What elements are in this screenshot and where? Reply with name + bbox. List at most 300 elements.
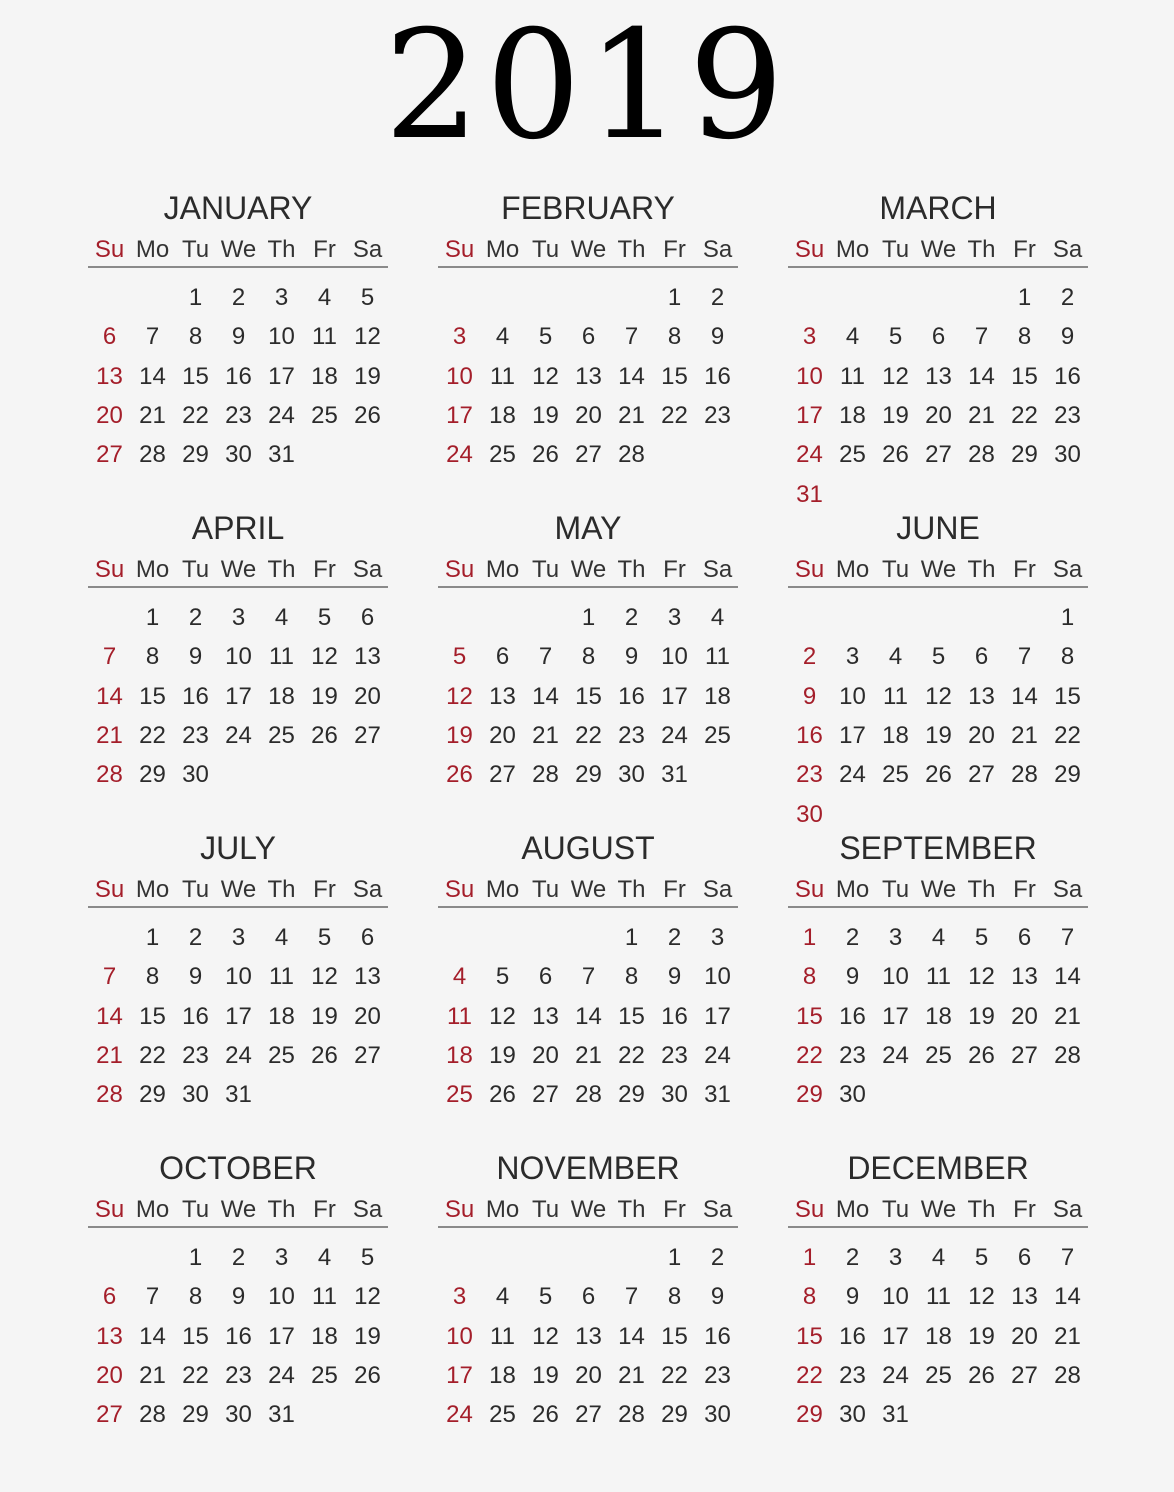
day-cell: 21 <box>968 401 995 429</box>
day-cell: 6 <box>974 643 989 671</box>
day-cell: 23 <box>839 1041 866 1069</box>
day-cell: 22 <box>796 1041 823 1069</box>
weekday-label: Tu <box>531 556 560 583</box>
day-cell: 27 <box>575 441 602 469</box>
day-cell: 9 <box>188 963 203 991</box>
day-cell: 1 <box>667 1244 682 1271</box>
weekday-label: Tu <box>881 876 910 903</box>
day-cell: 20 <box>1011 1002 1038 1030</box>
weekday-label: Tu <box>531 1196 560 1223</box>
day-cell: 6 <box>931 323 946 351</box>
day-cell: 29 <box>796 1401 823 1429</box>
day-cell: 16 <box>1054 362 1081 390</box>
day-cell: 8 <box>188 323 203 351</box>
day-cell: 16 <box>182 682 209 710</box>
day-cell: 28 <box>618 441 645 469</box>
day-cell: 21 <box>96 1041 123 1069</box>
weekday-header <box>788 554 1088 588</box>
day-cell: 16 <box>704 362 731 390</box>
day-cell: 3 <box>452 1283 467 1311</box>
month-july <box>88 828 388 1148</box>
day-cell: 27 <box>1011 1041 1038 1069</box>
day-cell: 25 <box>311 401 338 429</box>
day-cell: 20 <box>968 721 995 749</box>
day-cell: 24 <box>446 1401 473 1429</box>
day-cell: 12 <box>968 963 995 991</box>
day-cell: 29 <box>1054 761 1081 789</box>
day-cell: 30 <box>796 800 823 828</box>
day-cell: 24 <box>704 1041 731 1069</box>
day-cell: 23 <box>704 1361 731 1389</box>
day-cell: 5 <box>974 924 989 951</box>
day-cell: 19 <box>489 1041 516 1069</box>
month-june <box>788 508 1088 828</box>
day-cell: 7 <box>538 643 553 671</box>
day-cell: 22 <box>661 401 688 429</box>
weekday-label: Tu <box>881 236 910 263</box>
weekday-label: We <box>920 876 957 903</box>
weekday-label: Su <box>794 556 825 583</box>
weekday-label: Th <box>267 556 296 583</box>
day-cell: 25 <box>489 441 516 469</box>
weekday-header <box>88 874 388 908</box>
weekday-label: Tu <box>181 876 210 903</box>
day-cell: 22 <box>182 401 209 429</box>
day-cell: 12 <box>532 362 559 390</box>
day-cell: 20 <box>354 1002 381 1030</box>
weekday-label: Th <box>617 236 646 263</box>
day-cell: 28 <box>575 1081 602 1109</box>
day-cell: 1 <box>802 1244 817 1271</box>
day-cell: 27 <box>354 721 381 749</box>
day-cell: 13 <box>532 1002 559 1030</box>
day-cell: 15 <box>661 362 688 390</box>
day-cell: 7 <box>1017 643 1032 671</box>
weekday-label: Su <box>94 556 125 583</box>
day-cell: 23 <box>839 1361 866 1389</box>
day-cell: 27 <box>532 1081 559 1109</box>
day-cell: 21 <box>618 401 645 429</box>
weekday-label: Mo <box>835 1196 870 1223</box>
day-cell: 14 <box>575 1002 602 1030</box>
day-cell: 13 <box>575 1322 602 1350</box>
day-cell: 17 <box>839 721 866 749</box>
weekday-header <box>788 234 1088 268</box>
day-cell: 30 <box>839 1401 866 1429</box>
day-cell: 2 <box>231 284 246 311</box>
weekday-label: We <box>920 556 957 583</box>
month-title: NOVEMBER <box>496 1150 680 1186</box>
weekday-label: Mo <box>485 556 520 583</box>
day-cell: 22 <box>796 1361 823 1389</box>
day-cell: 13 <box>489 682 516 710</box>
day-cell: 11 <box>490 1322 515 1350</box>
day-cell: 2 <box>624 604 639 631</box>
weekday-label: We <box>920 1196 957 1223</box>
day-cell: 2 <box>667 924 682 951</box>
weekday-label: Sa <box>702 556 733 583</box>
day-cell: 2 <box>710 1244 725 1271</box>
day-cell: 22 <box>575 721 602 749</box>
month-title: DECEMBER <box>847 1150 1029 1186</box>
weekday-label: Tu <box>531 876 560 903</box>
day-cell: 1 <box>802 924 817 951</box>
day-cell: 19 <box>446 721 473 749</box>
day-cell: 20 <box>575 1361 602 1389</box>
weekday-label: Fr <box>313 876 336 903</box>
day-cell: 18 <box>925 1002 952 1030</box>
day-cell: 11 <box>490 362 515 390</box>
weekday-label: Th <box>617 876 646 903</box>
day-cell: 21 <box>1054 1002 1081 1030</box>
weekday-label: We <box>220 1196 257 1223</box>
weekday-label: We <box>570 236 607 263</box>
day-cell: 4 <box>274 924 289 951</box>
day-cell: 20 <box>1011 1322 1038 1350</box>
day-cell: 28 <box>1011 761 1038 789</box>
day-cell: 9 <box>231 323 246 351</box>
day-cell: 17 <box>446 1361 473 1389</box>
day-cell: 25 <box>839 441 866 469</box>
day-cell: 20 <box>354 682 381 710</box>
day-cell: 7 <box>102 643 117 671</box>
weekday-label: Sa <box>352 236 383 263</box>
month-title: OCTOBER <box>159 1150 317 1186</box>
day-cell: 9 <box>710 1283 725 1311</box>
weekday-label: Su <box>794 1196 825 1223</box>
day-cell: 22 <box>182 1361 209 1389</box>
day-cell: 3 <box>888 924 903 951</box>
day-cell: 19 <box>532 401 559 429</box>
day-cell: 5 <box>317 924 332 951</box>
day-cell: 27 <box>354 1041 381 1069</box>
day-cell: 16 <box>225 362 252 390</box>
day-cell: 23 <box>618 721 645 749</box>
month-title: SEPTEMBER <box>839 830 1037 866</box>
day-cell: 21 <box>1011 721 1038 749</box>
weekday-label: Su <box>794 236 825 263</box>
day-cell: 19 <box>532 1361 559 1389</box>
day-cell: 11 <box>312 1283 337 1311</box>
weekday-label: Sa <box>352 1196 383 1223</box>
weekday-label: Fr <box>663 876 686 903</box>
day-cell: 30 <box>661 1081 688 1109</box>
day-cell: 17 <box>225 682 252 710</box>
day-cell: 26 <box>925 761 952 789</box>
day-cell: 4 <box>845 323 860 351</box>
day-cell: 13 <box>96 362 123 390</box>
day-cell: 17 <box>882 1322 909 1350</box>
day-cell: 17 <box>225 1002 252 1030</box>
weekday-label: Sa <box>1052 1196 1083 1223</box>
day-cell: 18 <box>311 1322 338 1350</box>
day-cell: 24 <box>268 1361 295 1389</box>
day-cell: 6 <box>495 643 510 671</box>
day-cell: 20 <box>96 1361 123 1389</box>
day-cell: 29 <box>182 441 209 469</box>
day-cell: 5 <box>931 643 946 671</box>
weekday-label: We <box>220 236 257 263</box>
day-cell: 8 <box>667 323 682 351</box>
weekday-label: We <box>920 236 957 263</box>
day-cell: 30 <box>704 1401 731 1429</box>
day-cell: 6 <box>360 604 375 631</box>
day-cell: 31 <box>268 441 295 469</box>
day-cell: 16 <box>839 1322 866 1350</box>
day-cell: 30 <box>182 761 209 789</box>
day-cell: 5 <box>360 1244 375 1271</box>
day-cell: 2 <box>188 924 203 951</box>
day-cell: 26 <box>354 1361 381 1389</box>
day-cell: 3 <box>274 1244 289 1271</box>
day-cell: 9 <box>845 963 860 991</box>
day-cell: 18 <box>489 1361 516 1389</box>
month-march <box>788 188 1088 508</box>
day-cell: 19 <box>925 721 952 749</box>
day-cell: 21 <box>618 1361 645 1389</box>
day-cell: 5 <box>317 604 332 631</box>
day-cell: 11 <box>269 963 294 991</box>
day-cell: 17 <box>882 1002 909 1030</box>
day-cell: 7 <box>581 963 596 991</box>
weekday-label: Sa <box>1052 236 1083 263</box>
day-cell: 5 <box>974 1244 989 1271</box>
day-cell: 2 <box>845 924 860 951</box>
weekday-label: Fr <box>663 556 686 583</box>
weekday-label: Fr <box>313 556 336 583</box>
day-cell: 27 <box>575 1401 602 1429</box>
weekday-label: Sa <box>352 556 383 583</box>
day-cell: 15 <box>796 1002 823 1030</box>
day-cell: 28 <box>139 441 166 469</box>
day-cell: 14 <box>618 362 645 390</box>
day-cell: 7 <box>624 1283 639 1311</box>
day-cell: 1 <box>145 604 160 631</box>
weekday-label: Mo <box>835 236 870 263</box>
day-cell: 5 <box>495 963 510 991</box>
day-cell: 29 <box>182 1401 209 1429</box>
day-cell: 10 <box>882 963 909 991</box>
day-cell: 31 <box>796 480 823 508</box>
day-cell: 31 <box>704 1081 731 1109</box>
day-cell: 28 <box>96 1081 123 1109</box>
day-cell: 21 <box>139 1361 166 1389</box>
weekday-label: Tu <box>181 236 210 263</box>
month-may <box>438 508 738 828</box>
day-cell: 14 <box>139 362 166 390</box>
day-cell: 7 <box>145 323 160 351</box>
day-cell: 12 <box>925 682 952 710</box>
day-cell: 5 <box>538 323 553 351</box>
day-cell: 20 <box>925 401 952 429</box>
weekday-label: We <box>220 556 257 583</box>
day-cell: 10 <box>661 643 688 671</box>
day-cell: 10 <box>446 362 473 390</box>
day-cell: 9 <box>1060 323 1075 351</box>
weekday-label: Fr <box>1013 876 1036 903</box>
day-cell: 2 <box>710 284 725 311</box>
day-cell: 10 <box>882 1283 909 1311</box>
day-cell: 4 <box>888 643 903 671</box>
day-cell: 26 <box>968 1361 995 1389</box>
day-cell: 23 <box>1054 401 1081 429</box>
day-cell: 26 <box>446 761 473 789</box>
weekday-header <box>88 1194 388 1228</box>
day-cell: 13 <box>96 1322 123 1350</box>
day-cell: 11 <box>269 643 294 671</box>
day-cell: 20 <box>489 721 516 749</box>
day-cell: 13 <box>968 682 995 710</box>
weekday-label: Fr <box>1013 236 1036 263</box>
weekday-label: Tu <box>181 556 210 583</box>
weekday-label: Fr <box>663 236 686 263</box>
day-cell: 8 <box>667 1283 682 1311</box>
day-cell: 3 <box>452 323 467 351</box>
day-cell: 24 <box>882 1041 909 1069</box>
day-cell: 24 <box>882 1361 909 1389</box>
month-title: APRIL <box>191 510 285 546</box>
day-cell: 19 <box>354 362 381 390</box>
weekday-label: Su <box>94 876 125 903</box>
day-cell: 6 <box>581 323 596 351</box>
day-cell: 2 <box>1060 284 1075 311</box>
month-title: MAY <box>554 510 622 546</box>
day-cell: 13 <box>354 963 381 991</box>
day-cell: 3 <box>231 604 246 631</box>
day-cell: 7 <box>1060 1244 1075 1271</box>
day-cell: 16 <box>839 1002 866 1030</box>
day-cell: 16 <box>225 1322 252 1350</box>
weekday-header <box>788 1194 1088 1228</box>
weekday-label: We <box>220 876 257 903</box>
day-cell: 7 <box>102 963 117 991</box>
day-cell: 28 <box>1054 1361 1081 1389</box>
day-cell: 15 <box>618 1002 645 1030</box>
day-cell: 11 <box>312 323 337 351</box>
day-cell: 11 <box>705 643 730 671</box>
day-cell: 16 <box>796 721 823 749</box>
day-cell: 27 <box>96 1401 123 1429</box>
day-cell: 24 <box>839 761 866 789</box>
month-september <box>788 828 1088 1148</box>
day-cell: 29 <box>139 1081 166 1109</box>
day-cell: 30 <box>182 1081 209 1109</box>
day-cell: 20 <box>575 401 602 429</box>
day-cell: 30 <box>225 1401 252 1429</box>
day-cell: 11 <box>926 963 951 991</box>
day-cell: 14 <box>1054 963 1081 991</box>
weekday-label: Th <box>967 1196 996 1223</box>
day-cell: 4 <box>452 963 467 991</box>
month-title: JUNE <box>896 510 980 546</box>
day-cell: 30 <box>839 1081 866 1109</box>
day-cell: 15 <box>796 1322 823 1350</box>
weekday-label: Sa <box>1052 876 1083 903</box>
weekday-label: Th <box>617 556 646 583</box>
day-cell: 17 <box>796 401 823 429</box>
day-cell: 17 <box>661 682 688 710</box>
day-cell: 24 <box>661 721 688 749</box>
day-cell: 10 <box>796 362 823 390</box>
day-cell: 11 <box>883 682 908 710</box>
day-cell: 1 <box>581 604 596 631</box>
day-cell: 8 <box>581 643 596 671</box>
day-cell: 13 <box>1011 1283 1038 1311</box>
day-cell: 20 <box>96 401 123 429</box>
day-cell: 10 <box>446 1322 473 1350</box>
day-cell: 25 <box>489 1401 516 1429</box>
month-january <box>88 188 388 508</box>
day-cell: 1 <box>1017 284 1032 311</box>
day-cell: 7 <box>145 1283 160 1311</box>
day-cell: 5 <box>538 1283 553 1311</box>
weekday-header <box>438 874 738 908</box>
month-title: AUGUST <box>521 830 655 866</box>
weekday-label: Sa <box>702 876 733 903</box>
day-cell: 21 <box>532 721 559 749</box>
weekday-label: Su <box>794 876 825 903</box>
day-cell: 15 <box>1054 682 1081 710</box>
day-cell: 1 <box>1060 604 1075 631</box>
weekday-label: We <box>570 876 607 903</box>
day-cell: 26 <box>311 1041 338 1069</box>
day-cell: 29 <box>1011 441 1038 469</box>
month-title: FEBRUARY <box>501 190 675 226</box>
day-cell: 6 <box>1017 924 1032 951</box>
day-cell: 8 <box>1017 323 1032 351</box>
day-cell: 15 <box>1011 362 1038 390</box>
day-cell: 23 <box>225 1361 252 1389</box>
day-cell: 17 <box>268 1322 295 1350</box>
day-cell: 15 <box>575 682 602 710</box>
weekday-header <box>88 554 388 588</box>
day-cell: 3 <box>667 604 682 631</box>
day-cell: 29 <box>139 761 166 789</box>
day-cell: 29 <box>575 761 602 789</box>
day-cell: 18 <box>268 1002 295 1030</box>
month-title: MARCH <box>879 190 997 226</box>
day-cell: 10 <box>225 643 252 671</box>
day-cell: 3 <box>231 924 246 951</box>
day-cell: 22 <box>618 1041 645 1069</box>
day-cell: 25 <box>446 1081 473 1109</box>
weekday-label: Fr <box>313 1196 336 1223</box>
day-cell: 16 <box>182 1002 209 1030</box>
weekday-label: Th <box>267 1196 296 1223</box>
day-cell: 1 <box>667 284 682 311</box>
day-cell: 23 <box>182 1041 209 1069</box>
day-cell: 5 <box>888 323 903 351</box>
day-cell: 23 <box>182 721 209 749</box>
day-cell: 31 <box>225 1081 252 1109</box>
day-cell: 22 <box>1011 401 1038 429</box>
day-cell: 17 <box>704 1002 731 1030</box>
weekday-label: Fr <box>663 1196 686 1223</box>
day-cell: 29 <box>796 1081 823 1109</box>
day-cell: 7 <box>1060 924 1075 951</box>
weekday-label: Mo <box>485 236 520 263</box>
day-cell: 10 <box>268 1283 295 1311</box>
day-cell: 24 <box>225 1041 252 1069</box>
weekday-header <box>438 234 738 268</box>
weekday-header <box>438 554 738 588</box>
day-cell: 12 <box>532 1322 559 1350</box>
day-cell: 20 <box>532 1041 559 1069</box>
day-cell: 8 <box>145 963 160 991</box>
day-cell: 6 <box>102 323 117 351</box>
day-cell: 9 <box>802 682 817 710</box>
weekday-label: Th <box>967 556 996 583</box>
